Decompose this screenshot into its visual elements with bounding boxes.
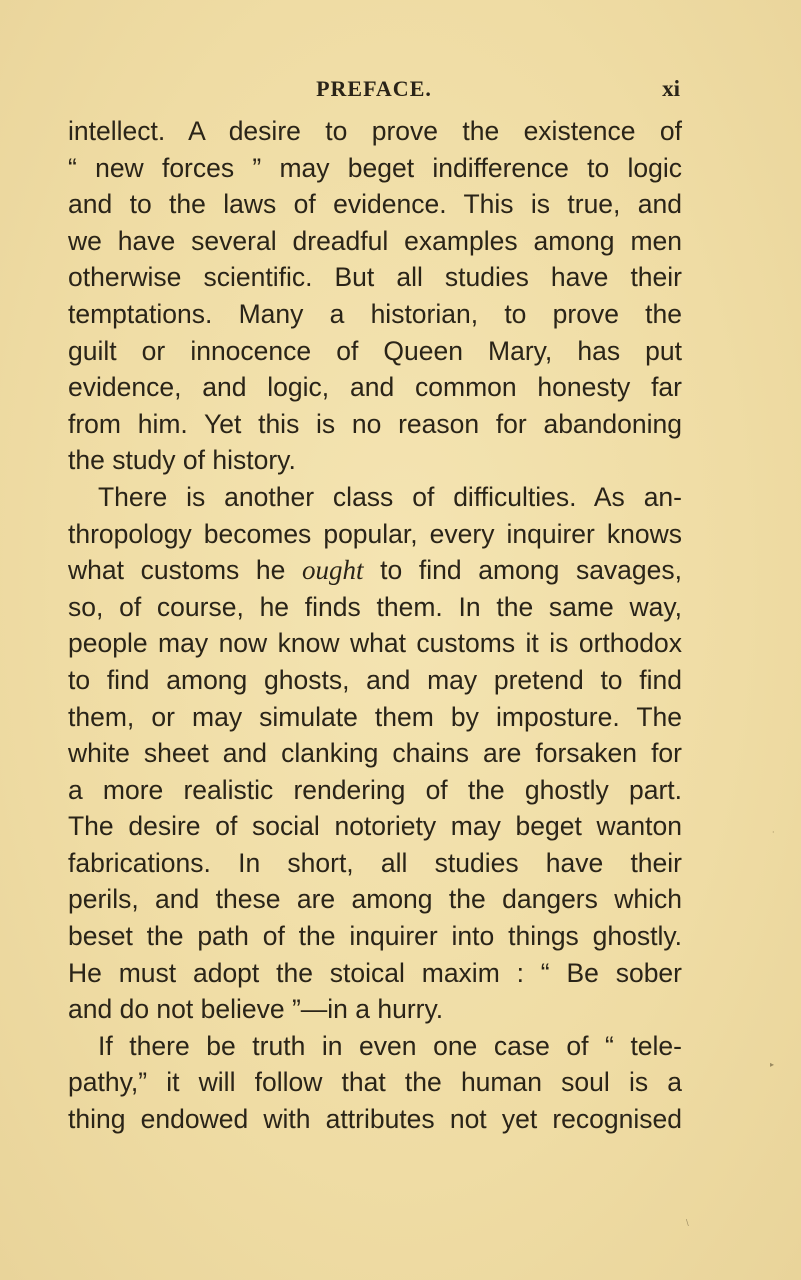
text-line: them, or may simulate them by imposture. The bbox=[68, 701, 682, 732]
text-line: and to the laws of evidence. This is true, and bbox=[68, 189, 682, 220]
running-title: PREFACE. bbox=[316, 76, 432, 101]
page-number: xi bbox=[662, 76, 680, 101]
text-line: a more realistic rendering of the ghostly part. bbox=[68, 774, 682, 805]
text-line: from him. Yet this is no reason for abandoning bbox=[68, 408, 682, 439]
text-line: fabrications. In short, all studies have their bbox=[68, 847, 682, 878]
text-line: temptations. Many a historian, to prove the bbox=[68, 298, 682, 329]
text-line: so, of course, he finds them. In the same way, bbox=[68, 591, 682, 622]
text-line: “ new forces ” may beget indifference to logic bbox=[68, 152, 682, 183]
italic-word: ought bbox=[302, 555, 364, 586]
text-line: pathy,” it will follow that the human soul is a bbox=[68, 1067, 682, 1098]
body-text bbox=[68, 113, 682, 1138]
text-line: The desire of social notoriety may beget wanton bbox=[68, 811, 682, 842]
text-line: people may now know what customs it is orthodox bbox=[68, 628, 682, 659]
page-header bbox=[68, 76, 680, 110]
paragraph-end-line: the study of history. bbox=[68, 445, 296, 476]
paper-speck: \ bbox=[686, 1218, 689, 1227]
paper-speck: ▸ bbox=[770, 1060, 775, 1069]
paragraph-end-line: and do not believe ”—in a hurry. bbox=[68, 994, 444, 1025]
text-line: thing endowed with attributes not yet recognised bbox=[68, 1104, 682, 1135]
text-line: perils, and these are among the dangers which bbox=[68, 884, 682, 915]
text-line: thropology becomes popular, every inquirer knows bbox=[68, 518, 682, 549]
text-line: white sheet and clanking chains are forsaken for bbox=[68, 738, 682, 769]
text-line: guilt or innocence of Queen Mary, has put bbox=[68, 335, 682, 366]
text-line: He must adopt the stoical maxim : “ Be sober bbox=[68, 957, 682, 988]
text-line: evidence, and logic, and common honesty far bbox=[68, 372, 682, 403]
text-line: we have several dreadful examples among men bbox=[68, 225, 682, 256]
text-line: intellect. A desire to prove the existence of bbox=[68, 116, 682, 146]
text-line: otherwise scientific. But all studies have their bbox=[68, 262, 682, 293]
text-segment: what customs he bbox=[68, 555, 303, 586]
paragraph-start-line: If there be truth in even one case of “ tele- bbox=[98, 1030, 682, 1061]
text-line: to find among ghosts, and may pretend to find bbox=[68, 664, 682, 695]
text-line: beset the path of the inquirer into things ghostly. bbox=[68, 921, 682, 952]
paragraph-start-line: There is another class of difficulties. As an- bbox=[98, 481, 682, 512]
text-line-with-italic bbox=[68, 552, 682, 589]
text-segment: to find among savages, bbox=[363, 555, 683, 586]
paper-speck: · bbox=[772, 828, 775, 837]
